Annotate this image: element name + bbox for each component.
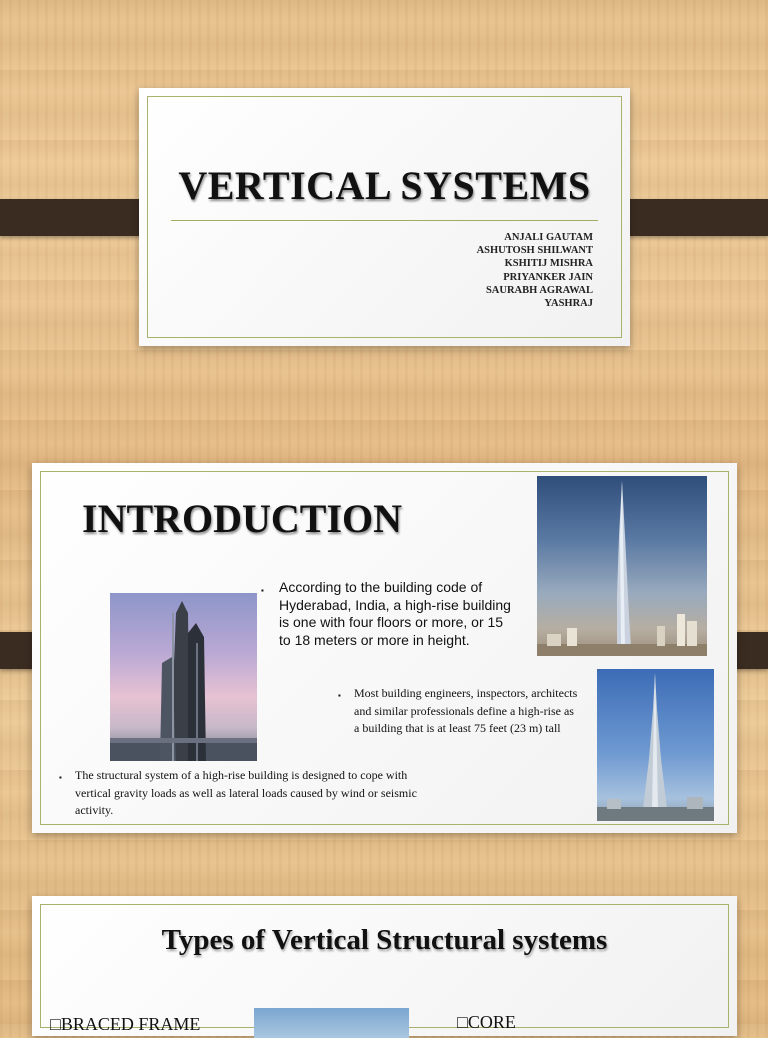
bullet-icon: ▪ bbox=[261, 586, 264, 595]
strap-left-1 bbox=[0, 199, 156, 236]
skyscraper-photo bbox=[110, 593, 257, 761]
author-list bbox=[477, 231, 593, 310]
author-name: KSHITIJ MISHRA bbox=[504, 258, 593, 270]
core-label bbox=[457, 1012, 516, 1033]
checkbox-icon: □ bbox=[457, 1012, 468, 1032]
slide-heading: Types of Vertical Structural systems bbox=[161, 924, 608, 956]
checkbox-icon: □ bbox=[50, 1014, 61, 1034]
label-text: CORE bbox=[467, 1012, 516, 1032]
author-name: SAURABH AGRAWAL bbox=[485, 284, 593, 296]
list-item bbox=[59, 767, 419, 820]
list-item bbox=[338, 685, 578, 738]
tower-photo bbox=[537, 476, 707, 656]
bullet-icon: ▪ bbox=[59, 773, 62, 782]
bullet-text: According to the building code of Hyderabad, India, a high-rise building is one with four floors or more, or 15 to 18 meters or more in height. bbox=[279, 579, 511, 648]
title-slide[interactable] bbox=[139, 88, 630, 346]
author-name: ANJALI GAUTAM bbox=[504, 232, 593, 243]
bullet-text: Most building engineers, inspectors, architects and similar professionals define a high-rise as a building that is at least 75 feet (23 m) tall bbox=[354, 686, 578, 735]
label-text: BRACED FRAME bbox=[60, 1014, 201, 1034]
author-name: YASHRAJ bbox=[544, 298, 593, 310]
braced-frame-photo bbox=[254, 1008, 409, 1038]
author-name: PRIYANKER JAIN bbox=[503, 271, 593, 283]
types-slide[interactable] bbox=[32, 896, 737, 1036]
bullet-text: The structural system of a high-rise building is designed to cope with vertical gravity loads as well as lateral loads caused by wind or seismic activity. bbox=[75, 768, 417, 817]
strap-right-1 bbox=[612, 199, 768, 236]
burj-tower-photo bbox=[597, 669, 714, 821]
braced-frame-label bbox=[50, 1014, 200, 1035]
author-name: ASHUTOSH SHILWANT bbox=[476, 245, 593, 257]
bullet-icon: ▪ bbox=[338, 691, 341, 700]
introduction-slide[interactable] bbox=[32, 463, 737, 833]
list-item bbox=[261, 579, 511, 649]
slide-heading: INTRODUCTION bbox=[82, 496, 403, 541]
title-divider bbox=[171, 220, 598, 221]
slide-title: VERTICAL SYSTEMS bbox=[178, 163, 591, 208]
